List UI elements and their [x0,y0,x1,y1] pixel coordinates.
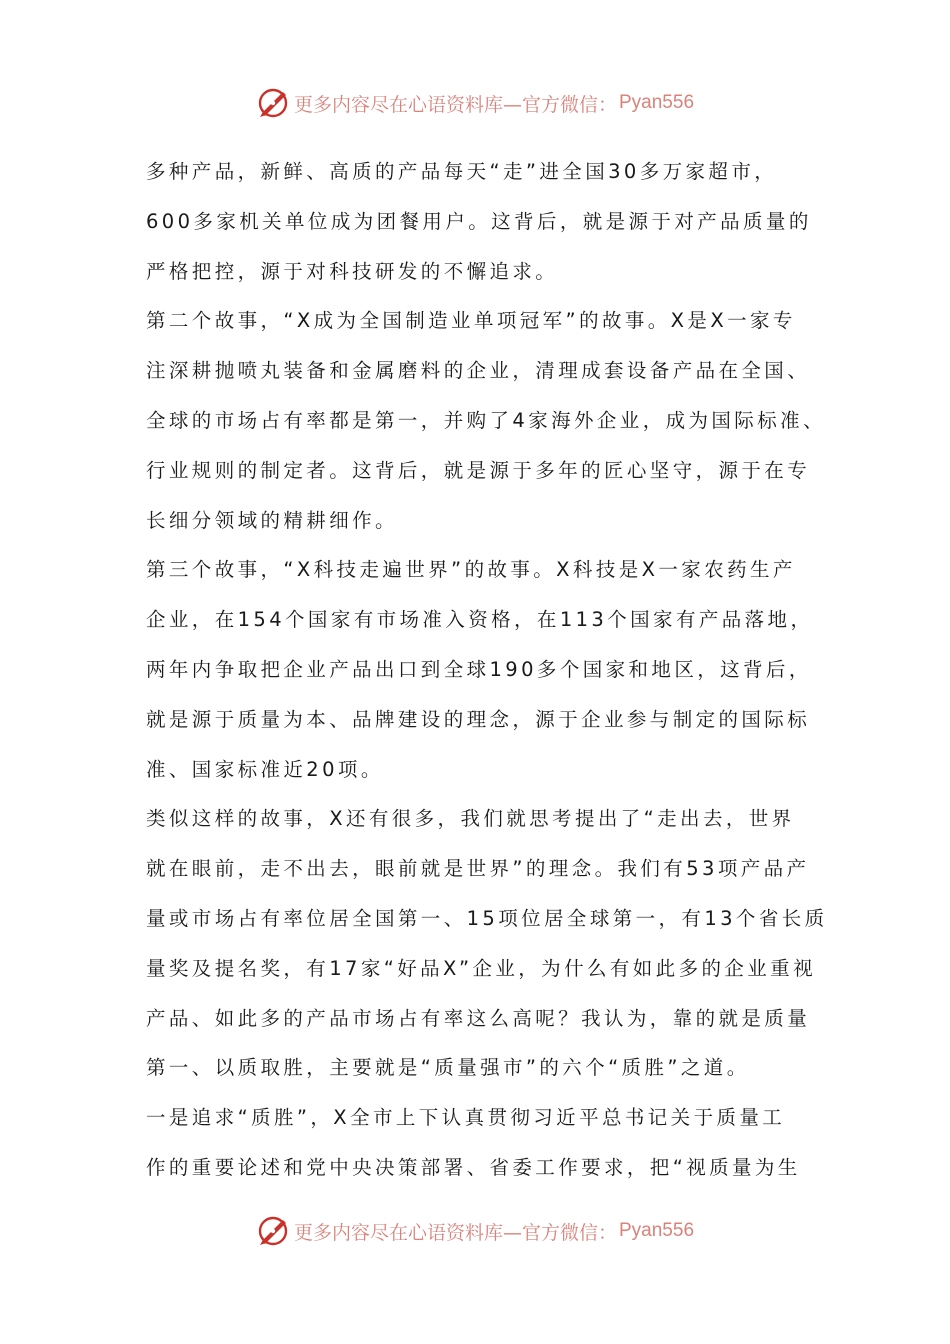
body-line: 量或市场占有率位居全国第一、15项位居全球第一，有13个省长质 [146,906,828,930]
pen-in-circle-icon [256,86,290,120]
body-line: 作的重要论述和党中央决策部署、省委工作要求，把“视质量为生 [146,1155,801,1179]
body-line: 第三个故事，“X科技走遍世界”的故事。X科技是X一家农药生产 [146,558,796,582]
body-line: 产品、如此多的产品市场占有率这么高呢？我认为，靠的就是质量 [146,1006,811,1030]
footer-wechat-id: Pyan556 [619,1220,695,1241]
body-line: 注深耕抛喷丸装备和金属磨料的企业，清理成套设备产品在全国、 [146,359,811,383]
body-line: 量奖及提名奖，有17家“好品X”企业，为什么有如此多的企业重视 [146,956,816,980]
pen-in-circle-icon [256,1214,290,1248]
body-line: 准、国家标准近20项。 [146,757,384,781]
body-line: 两年内争取把企业产品出口到全球190多个国家和地区，这背后， [146,657,812,681]
footer-banner-text: 更多内容尽在心语资料库—官方微信： [293,1221,617,1244]
body-line: 行业规则的制定者。这背后，就是源于多年的匠心坚守，源于在专 [146,458,811,482]
body-line: 严格把控，源于对科技研发的不懈追求。 [146,259,559,283]
header-banner-text: 更多内容尽在心语资料库—官方微信： [293,93,617,116]
footer-banner [0,1211,950,1251]
body-line: 一是追求“质胜”，X全市上下认真贯彻习近平总书记关于质量工 [146,1106,786,1130]
body-line: 就在眼前，走不出去，眼前就是世界”的理念。我们有53项产品产 [146,857,810,881]
header-wechat-id: Pyan556 [619,92,695,113]
header-banner [0,83,950,123]
body-line: 就是源于质量为本、品牌建设的理念，源于企业参与制定的国际标 [146,707,811,731]
body-line: 多种产品，新鲜、高质的产品每天“走”进全国30多万家超市， [146,160,778,183]
body-line: 第一、以质取胜，主要就是“质量强市”的六个“质胜”之道。 [146,1056,750,1080]
body-line: 类似这样的故事，X还有很多，我们就思考提出了“走出去，世界 [146,807,795,831]
body-line: 600多家机关单位成为团餐用户。这背后，就是源于对产品质量的 [146,209,812,233]
body-line: 长细分领域的精耕细作。 [146,508,398,532]
body-line: 全球的市场占有率都是第一，并购了4家海外企业，成为国际标准、 [146,408,826,432]
body-line: 企业，在154个国家有市场准入资格，在113个国家有产品落地， [146,608,814,632]
document-body [146,147,826,1193]
body-line: 第二个故事，“X成为全国制造业单项冠军”的故事。X是X一家专 [146,309,796,333]
